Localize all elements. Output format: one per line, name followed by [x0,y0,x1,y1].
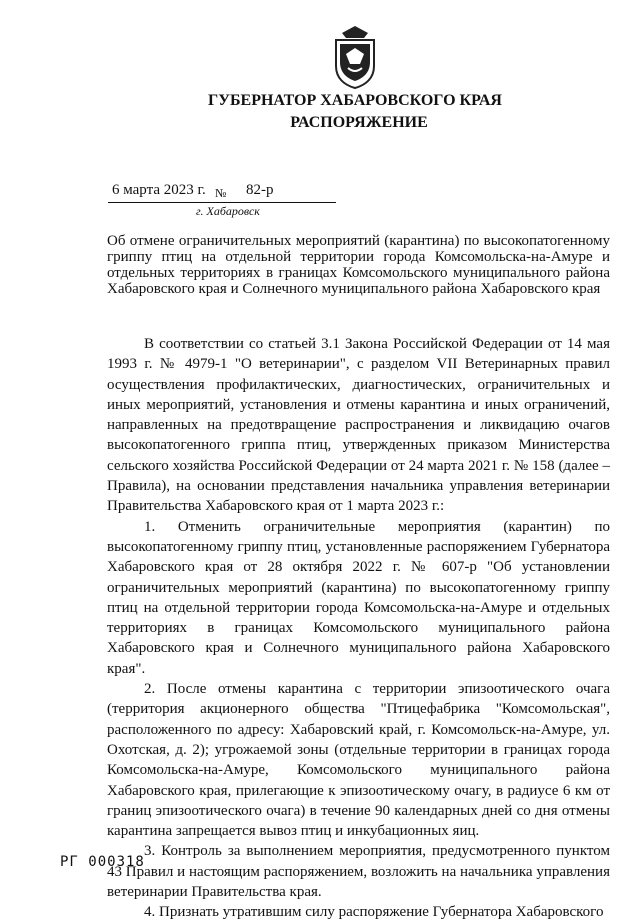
number-sign: № [215,186,227,200]
date-underline [108,202,336,203]
clause-2: 2. После отмены карантина с территории эпизоотического очага (территория акционерного общества "Птицефабрика "Комсомольская", расположенного по адресу: Хабаровский край, г. Комсомольск-на-Амуре, ул. Охотская, д. 2); угрожаемой зоны (отдельные территории в границах города Комсомольска-на-Амуре, Комсомольского муниципального района Хабаровского края, прилегающие к эпизоотическому очагу, в радиусе 6 км от границ эпизоотического очага) в течение 90 календарных дней со дня отмены карантина запрещается вывоз птиц и инкубационных яиц. [107,681,610,840]
document-body [107,334,610,923]
clause-1: 1. Отменить ограничительные мероприятия (карантин) по высокопатогенному гриппу птиц, установленные распоряжением Губернатора Хабаровского края от 28 октября 2022 г. № 607-р "Об установлении ограничительных мероприятий (карантина) по высокопатогенному гриппу птиц на отдельной территории города Комсомольска-на-Амуре и отдельных территориях в границах Комсомольского муниципального района Хабаровского края и Солнечного муниципального района Хабаровского края". [107,518,610,677]
document-city: г. Хабаровск [196,204,260,218]
clause-4: 4. Признать утратившим силу распоряжение Губернатора Хабаровского [144,904,604,921]
issuer-title: ГУБЕРНАТОР ХАБАРОВСКОГО КРАЯ [208,92,502,109]
document-type: РАСПОРЯЖЕНИЕ [290,114,428,131]
khabarovsk-coat-of-arms-icon [328,24,382,90]
form-serial-number: РГ 000318 [60,854,145,870]
document-number: 82-р [246,182,274,198]
document-date: 6 марта 2023 г. [112,182,206,198]
clause-3: 3. Контроль за выполнением мероприятия, предусмотренного пунктом 43 Правил и настоящим распоряжением, возложить на начальника управления ветеринарии Правительства края. [107,843,610,901]
preamble-paragraph: В соответствии со статьей 3.1 Закона Российской Федерации от 14 мая 1993 г. № 4979-1 "О ветеринарии", с разделом VII Ветеринарных правил осуществления профилактических, диагностических, ограничительных и иных мероприятий, установления и отмены карантина и иных ограничений, направленных на предотвращение распространения и ликвидацию очагов высокопатогенного гриппа птиц, утвержденных приказом Министерства сельского хозяйства Российской Федерации от 24 марта 2021 г. № 158 (далее – Правила), на основании представления начальника управления ветеринарии Правительства Хабаровского края от 1 марта 2023 г.: [107,336,610,515]
document-subject: Об отмене ограничительных мероприятий (карантина) по высокопатогенному гриппу птиц на отдельной территории города Комсомольска-на-Амуре и отдельных территориях в границах Комсомольского муниципального района Хабаровского края и Солнечного муниципального района Хабаровского края [107,233,610,297]
